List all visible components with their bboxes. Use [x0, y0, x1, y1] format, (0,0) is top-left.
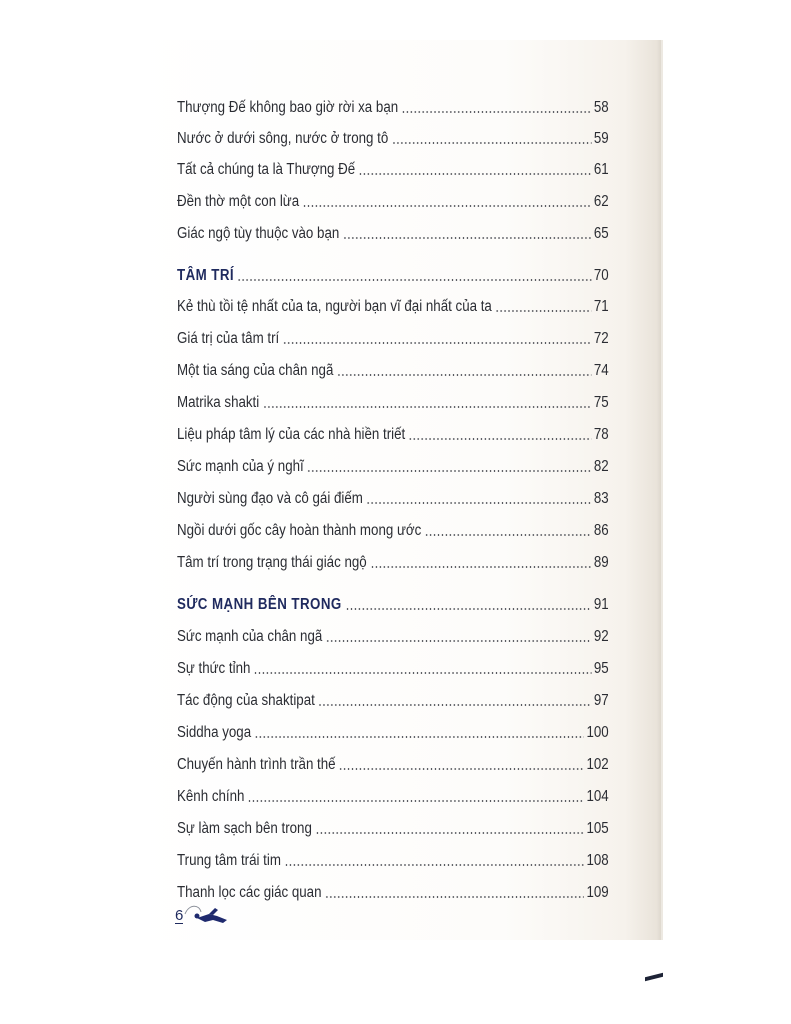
toc-entry	[177, 422, 609, 444]
toc-entry-title: Chuyến hành trình trần thế	[177, 756, 336, 773]
dot-leader	[315, 832, 584, 834]
dot-leader	[392, 142, 592, 144]
toc-entry-title: Liệu pháp tâm lý của các nhà hiền triết	[177, 426, 406, 443]
toc-entry	[177, 784, 609, 806]
dot-leader	[263, 406, 592, 408]
toc-entry-title: Thượng Đế không bao giờ rời xa bạn	[177, 99, 399, 116]
dot-leader	[318, 704, 591, 706]
dot-leader	[284, 864, 583, 866]
toc-entry-title: Một tia sáng của chân ngã	[177, 362, 334, 379]
toc-entry	[177, 294, 609, 316]
toc-entry	[177, 390, 609, 412]
dot-leader	[343, 237, 592, 239]
toc-entry-page-number: 95	[593, 660, 609, 677]
dot-leader	[339, 768, 584, 770]
toc-entry-page-number: 104	[586, 788, 609, 805]
toc-entry-title: Sức mạnh của ý nghĩ	[177, 458, 304, 475]
page-number: 6	[175, 907, 184, 924]
toc-entry-page-number: 72	[593, 330, 609, 347]
dot-leader	[238, 279, 592, 281]
toc-entry-title: Kênh chính	[177, 788, 245, 805]
toc-entry-title: Đền thờ một con lừa	[177, 193, 300, 210]
toc-entry-title: Giác ngộ tùy thuộc vào bạn	[177, 225, 340, 242]
toc-entry	[177, 326, 609, 348]
toc-entry	[177, 848, 609, 870]
toc-entry-page-number: 100	[586, 724, 609, 741]
toc-entry	[177, 221, 609, 243]
toc-section-heading	[177, 592, 609, 614]
dot-leader	[303, 205, 592, 207]
toc-entry-page-number: 102	[586, 756, 609, 773]
toc-entry-title: Tất cả chúng ta là Thượng Đế	[177, 161, 356, 178]
dot-leader	[359, 173, 592, 175]
dot-leader	[283, 342, 592, 344]
toc-entry	[177, 486, 609, 508]
toc-entry-title: Thanh lọc các giác quan	[177, 884, 322, 901]
dot-leader	[425, 534, 592, 536]
dot-leader	[345, 608, 591, 610]
dot-leader	[337, 374, 591, 376]
toc-section-heading	[177, 263, 609, 285]
toc-entry-page-number: 59	[593, 130, 609, 147]
dot-leader	[409, 438, 592, 440]
toc-entry-page-number: 108	[586, 852, 609, 869]
toc-entry	[177, 126, 609, 148]
toc-entry-page-number: 78	[593, 426, 609, 443]
toc-entry	[177, 752, 609, 774]
dot-leader	[370, 566, 591, 568]
dot-leader	[495, 310, 591, 312]
toc-entry	[177, 157, 609, 179]
toc-entry-page-number: 61	[593, 161, 609, 178]
toc-entry	[177, 189, 609, 211]
toc-entry-page-number: 83	[593, 490, 609, 507]
toc-entry-page-number: 65	[593, 225, 609, 242]
toc-entry-title: SỨC MẠNH BÊN TRONG	[177, 596, 342, 613]
toc-entry-title: Nước ở dưới sông, nước ở trong tô	[177, 130, 389, 147]
toc-entry-title: TÂM TRÍ	[177, 267, 235, 284]
toc-entry	[177, 880, 609, 902]
toc-entry-page-number: 92	[593, 628, 609, 645]
dot-leader	[366, 502, 591, 504]
toc-entry-page-number: 62	[593, 193, 609, 210]
toc-entry-page-number: 75	[593, 394, 609, 411]
dot-leader	[325, 896, 584, 898]
toc-entry-title: Kẻ thù tồi tệ nhất của ta, người bạn vĩ đại nhất của ta	[177, 298, 492, 315]
dot-leader	[255, 736, 584, 738]
toc-entry-page-number: 71	[593, 298, 609, 315]
page-edge-shadow	[661, 40, 663, 940]
toc-entry-page-number: 97	[593, 692, 609, 709]
toc-entry-title: Sự thức tỉnh	[177, 660, 251, 677]
toc-entry-title: Người sùng đạo và cô gái điếm	[177, 490, 363, 507]
page-corner-mark	[645, 973, 663, 981]
toc-entry	[177, 358, 609, 380]
toc-entry	[177, 518, 609, 540]
toc-entry-title: Sức mạnh của chân ngã	[177, 628, 323, 645]
toc-entry-page-number: 82	[593, 458, 609, 475]
toc-entry-page-number: 109	[586, 884, 609, 901]
dot-leader	[248, 800, 584, 802]
toc-entry-title: Ngồi dưới gốc cây hoàn thành mong ước	[177, 522, 422, 539]
toc-entry	[177, 95, 609, 117]
toc-entry-page-number: 74	[593, 362, 609, 379]
toc-entry-title: Tác động của shaktipat	[177, 692, 315, 709]
toc-entry	[177, 720, 609, 742]
toc-entry	[177, 454, 609, 476]
toc-entry	[177, 688, 609, 710]
toc-entry-title: Tâm trí trong trạng thái giác ngộ	[177, 554, 367, 571]
dot-leader	[402, 111, 592, 113]
toc-entry-title: Giá trị của tâm trí	[177, 330, 280, 347]
toc-entry-page-number: 91	[593, 596, 609, 613]
toc-entry-title: Matrika shakti	[177, 394, 260, 411]
toc-entry	[177, 656, 609, 678]
toc-entry-title: Trung tâm trái tim	[177, 852, 281, 869]
toc-entry-page-number: 105	[586, 820, 609, 837]
dot-leader	[254, 672, 591, 674]
toc-entry	[177, 550, 609, 572]
toc-entry-title: Siddha yoga	[177, 724, 252, 741]
toc-entry	[177, 624, 609, 646]
toc-entry-page-number: 70	[593, 267, 609, 284]
dot-leader	[307, 470, 591, 472]
toc-entry-page-number: 89	[593, 554, 609, 571]
toc-entry-page-number: 86	[593, 522, 609, 539]
toc-entry	[177, 816, 609, 838]
toc-entry-page-number: 58	[593, 99, 609, 116]
dot-leader	[326, 640, 592, 642]
swimmer-ornament-icon	[183, 900, 235, 928]
toc-entry-title: Sự làm sạch bên trong	[177, 820, 312, 837]
